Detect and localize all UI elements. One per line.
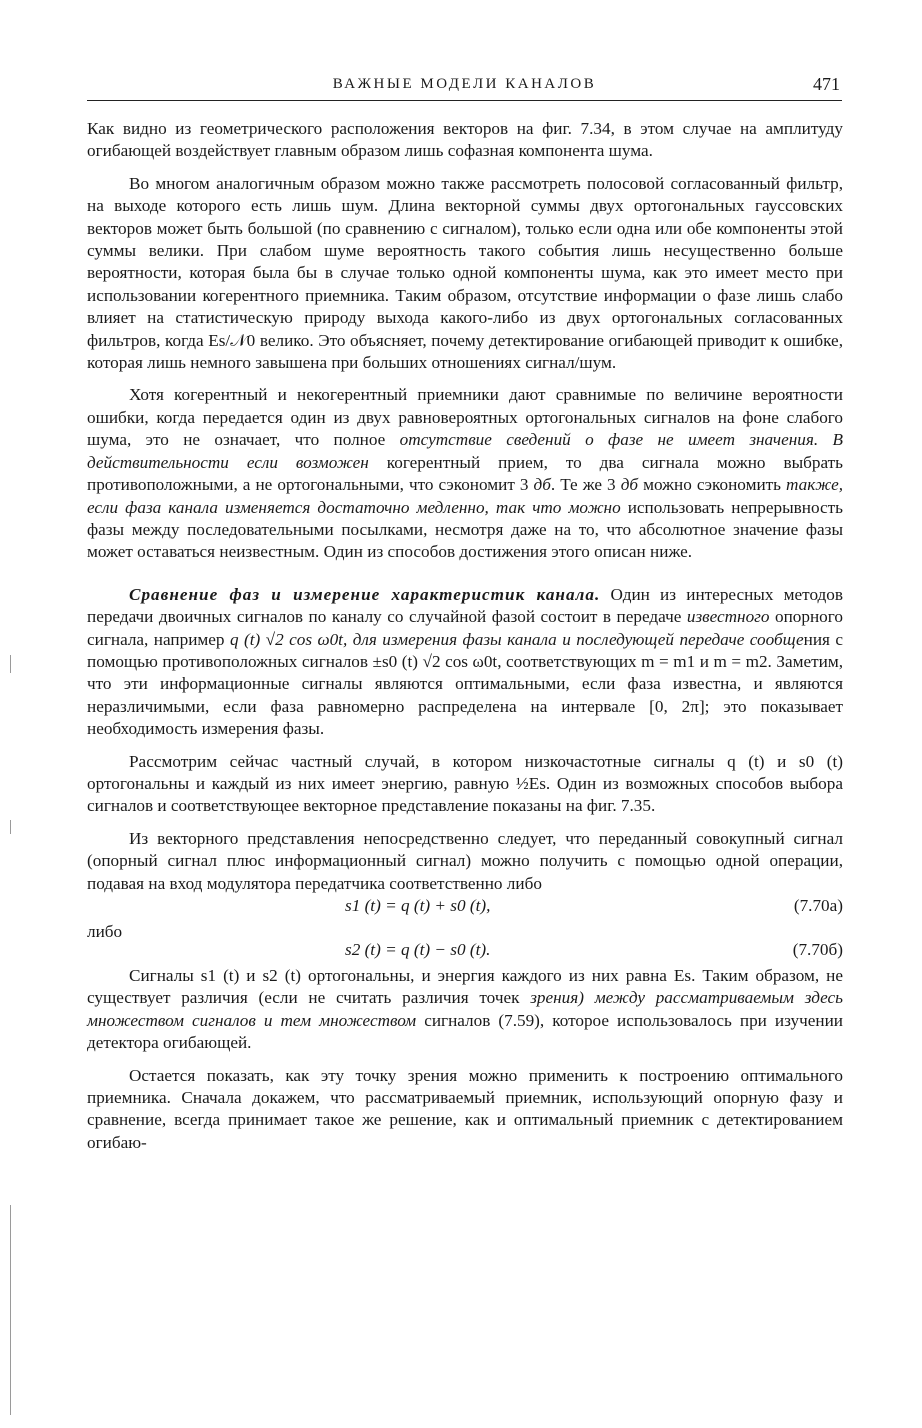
paragraph-6: Из векторного представления непосредственно следует, что переданный совокупный сигнал (опорный сигнал плюс информационный сигнал) можно получить с помощью одной операции, подавая на вход модулятора передатчика соответственно либо (87, 828, 843, 893)
paragraph-7 (87, 965, 843, 1055)
scan-margin-rule (10, 1205, 11, 1415)
text-run: Один из интересных методов передачи двоичных сигналов по каналу со случайной фазой состоит в передаче (87, 584, 844, 627)
italic-run: отсутствие сведений о фазе не имеет значения. В действительности если возможен (87, 430, 843, 472)
paragraph-5: Рассмотрим сейчас частный случай, в котором низкочастотные сигналы q (t) и s0 (t) ортогональны и каждый из них имеет энергию, равную ½Es. Один из возможных способов выбора сигналов и соответствующее векторное представление показаны на фиг. 7.35. (87, 751, 843, 816)
paragraph-4 (87, 584, 843, 741)
italic-run: известного (686, 607, 770, 627)
text-run: использовать непрерывность фазы между последовательными посылками, несмотря даже на то, что абсолютное значение фазы может оставаться неизвестным. Один из способов достижения этого описан ниже. (87, 497, 843, 562)
scan-margin-rule (10, 820, 11, 834)
running-head: ВАЖНЫЕ МОДЕЛИ КАНАЛОВ (332, 76, 597, 92)
section-title: Сравнение фаз и измерение характеристик канала. (129, 584, 601, 604)
scan-margin-rule (10, 655, 11, 673)
text-run: ния с помощью противоположных сигналов ±s0 (t) √2 cos ω0t, соответствующих m = m1 и m = m2. Заметим, что эти информационные сигналы являются оптимальными, если фаза известна, и являются неразличимыми, если фаза равномерно распределена на интервале [0, 2π]; это показывает необходимость измерения фазы. (87, 629, 844, 739)
equation-expression: s2 (t) = q (t) − s0 (t). (345, 940, 491, 959)
italic-run: также, если фаза канала изменяется достаточно медленно, так что можно (87, 475, 843, 517)
connector-word: либо (87, 922, 123, 941)
text-run: опорного сигнала, например (87, 607, 843, 649)
paragraph-8: Остается показать, как эту точку зрения можно применить к построению оптимального приемника. Сначала докажем, что рассматриваемый приемник, использующий опорную фазу и сравнение, всегда принимает такое же решение, как и оптимальный приемник с детектированием огибаю- (87, 1065, 843, 1152)
page-body (87, 118, 843, 1154)
text-run: можно сэкономить (638, 475, 787, 495)
italic-run: дб (533, 475, 551, 495)
page-header (87, 70, 842, 101)
italic-run: зрения) между рассматриваемым здесь множеством сигналов и тем множеством (87, 988, 843, 1030)
equation-number: (7.70а) (793, 896, 843, 915)
equation-expression: s1 (t) = q (t) + s0 (t), (345, 896, 491, 915)
text-run: Сигналы s1 (t) и s2 (t) ортогональны, и энергия каждого из них равна Es. Таким образом, не существует различия (если не считать различия точек (87, 966, 843, 1008)
page-number: 471 (813, 74, 840, 94)
text-run: когерентный прием, то два сигнала можно выбрать противоположными, а не ортогональными, что сэкономит 3 (87, 452, 843, 495)
text-run: сигналов (7.59), которое использовалось при изучении детектора огибающей. (87, 1010, 843, 1053)
equation-7-70a (87, 895, 843, 921)
paragraph-1: Как видно из геометрического расположения векторов на фиг. 7.34, в этом случае на амплитуду огибающей воздействует главным образом лишь софазная компонента шума. (87, 119, 843, 161)
equation-number: (7.70б) (792, 940, 843, 959)
paragraph-3 (87, 384, 843, 563)
italic-run: дб (620, 475, 639, 495)
text-run: Хотя когерентный и некогерентный приемники дают сравнимые по величине вероятности ошибки, когда передается один из двух равновероятных ортогональных сигналов на фоне слабого шума, это не означает, что полное (87, 385, 843, 450)
italic-run: q (t) √2 cos ω0t, для измерения фазы канала и последующей передаче сообще (229, 629, 804, 649)
equation-7-70b (87, 939, 843, 965)
text-run: . Те же 3 (550, 475, 621, 495)
paragraph-2: Во многом аналогичным образом можно также рассмотреть полосовой согласованный фильтр, на выходе которого есть лишь шум. Длина векторной суммы двух ортогональных гауссовских векторов может быть большой (по сравнению с сигналом), только если одна или обе компоненты этой суммы велики. При слабом шуме вероятность такого события лишь несущественно больше вероятности, которая была бы в случае только одной компоненты шума, как это имеет место при использовании когерентного приемника. Таким образом, отсутствие информации о фазе лишь слабо влияет на статистическую природу выхода какого-либо из двух ортогональных согласованных фильтров, когда Es/𝒩0 велико. Это объясняет, почему детектирование огибающей приводит к ошибке, которая лишь немного завышена при больших отношениях сигнал/шум. (87, 173, 843, 373)
